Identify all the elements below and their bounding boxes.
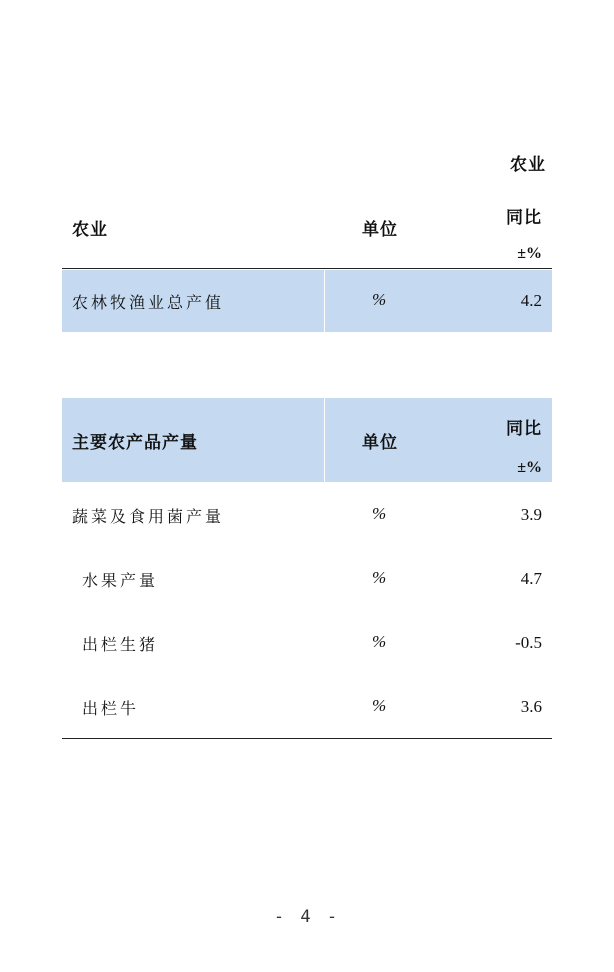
column-divider [324, 270, 325, 332]
table-row [62, 548, 552, 612]
row-label: 农林牧渔业总产值 [72, 293, 225, 312]
table2-header-yoy-unit: ±% [517, 459, 542, 476]
column-divider [324, 398, 325, 482]
row-unit: % [372, 290, 387, 309]
table2-header-unit: 单位 [362, 433, 398, 453]
table2-header-yoy: 同比 [506, 419, 542, 439]
row-label: 出栏牛 [82, 699, 140, 718]
section-title: 农业 [510, 155, 546, 175]
table2-header-item: 主要农产品产量 [72, 433, 198, 453]
table-row [62, 484, 552, 548]
row-unit: % [372, 632, 387, 651]
row-value: -0.5 [515, 633, 542, 652]
table2-bottom-rule [62, 738, 552, 739]
row-label: 蔬菜及食用菌产量 [72, 507, 225, 526]
row-value: 4.7 [520, 569, 542, 588]
row-label: 出栏生猪 [82, 635, 159, 654]
row-unit: % [372, 568, 387, 587]
table-row [62, 676, 552, 740]
row-unit: % [372, 504, 387, 523]
table1-header-yoy: 同比 [506, 208, 542, 228]
table-row [62, 612, 552, 676]
row-label: 水果产量 [82, 571, 159, 590]
row-value: 3.9 [520, 505, 542, 524]
table2-header [62, 398, 552, 482]
row-value: 4.2 [520, 291, 542, 310]
table-row [62, 270, 552, 332]
table1-header [62, 195, 552, 268]
page-number: - 4 - [273, 907, 341, 927]
row-unit: % [372, 696, 387, 715]
row-value: 3.6 [520, 697, 542, 716]
table1-header-yoy-unit: ±% [517, 245, 542, 262]
table1-header-rule [62, 268, 552, 269]
table1-header-item: 农业 [72, 220, 108, 240]
table1-header-unit: 单位 [362, 220, 398, 240]
